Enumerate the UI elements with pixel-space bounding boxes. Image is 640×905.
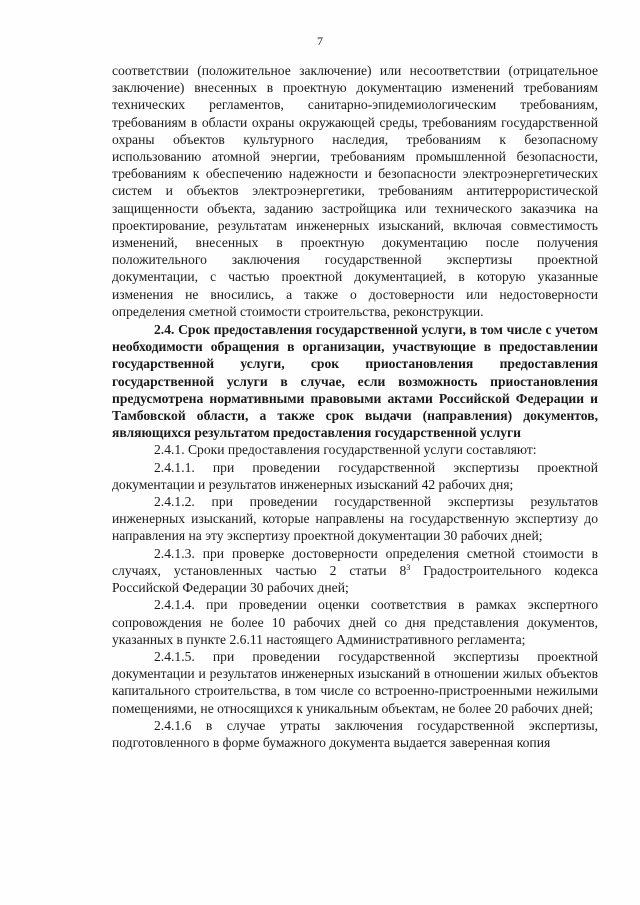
paragraph-2-4-1-1: 2.4.1.1. при проведении государственной экспертизы проектной документации и результатов инженерных изысканий 42 рабочих дня;	[112, 459, 598, 492]
paragraph-2-4-1-3	[112, 545, 598, 597]
page-number: 7	[317, 34, 323, 48]
paragraph-continuation: соответствии (положительное заключение) или несоответствии (отрицательное заключение) внесенных в проектную документацию изменений требованиям технических регламентов, санитарно-эпидемиологическим требованиям, требованиям в области охраны окружающей среды, требованиям государственной охраны объектов культурного наследия, требованиям к безопасному использованию атомной энергии, требованиям промышленной безопасности, требованиям к обеспечению надежности и безопасности электроэнергетических систем и объектов электроэнергетики, требованиям антитеррористической защищенности объекта, заданию застройщика или технического заказчика на проектирование, результатам инженерных изысканий, включая совместимость изменений, внесенных в проектную документацию после получения положительного заключения государственной экспертизы проектной документации, с частью проектной документацией, в которую указанные изменения не вносились, а также о достоверности или недостоверности определения сметной стоимости строительства, реконструкции.	[112, 63, 598, 319]
article-superscript: 3	[406, 562, 411, 572]
document-body	[112, 62, 598, 751]
paragraph-2-4-1-4: 2.4.1.4. при проведении оценки соответствия в рамках экспертного сопровождения не более 10 рабочих дней со дня представления документов, указанных в пункте 2.6.11 настоящего Административного регламента;	[112, 597, 598, 647]
paragraph-2-4-1-3-text-b: Градостроительного кодекса Российской Федерации 30 рабочих дней;	[112, 562, 598, 596]
section-heading-2-4: 2.4. Срок предоставления государственной услуги, в том числе с учетом необходимости обращения в организации, участвующие в предоставлении государственной услуги, срок приостановления предоставления государственной услуги в случае, если возможность приостановления предусмотрена нормативными правовыми актами Российской Федерации и Тамбовской области, а также срок выдачи (направления) документов, являющихся результатом предоставления государственной услуги	[112, 322, 598, 441]
paragraph-2-4-1-2: 2.4.1.2. при проведении государственной экспертизы результатов инженерных изысканий, которые направлены на государственную экспертизу до направления на эту экспертизу проектной документации 30 рабочих дней;	[112, 494, 598, 544]
paragraph-2-4-1-3-text-a: 2.4.1.3. при проверке достоверности определения сметной стоимости в случаях, установленных частью 2 статьи 8	[112, 545, 598, 578]
paragraph-2-4-1-5: 2.4.1.5. при проведении государственной экспертизы проектной документации и результатов инженерных изысканий в отношении жилых объектов капитального строительства, в том числе со встроенно-пристроенными нежилыми помещениями, не относящихся к уникальным объектам, не более 20 рабочих дней;	[112, 648, 598, 716]
paragraph-2-4-1: 2.4.1. Сроки предоставления государственной услуги составляют:	[154, 442, 537, 458]
paragraph-2-4-1-6: 2.4.1.6 в случае утраты заключения государственной экспертизы, подготовленного в форме бумажного документа выдается заверенная копия	[112, 717, 598, 750]
